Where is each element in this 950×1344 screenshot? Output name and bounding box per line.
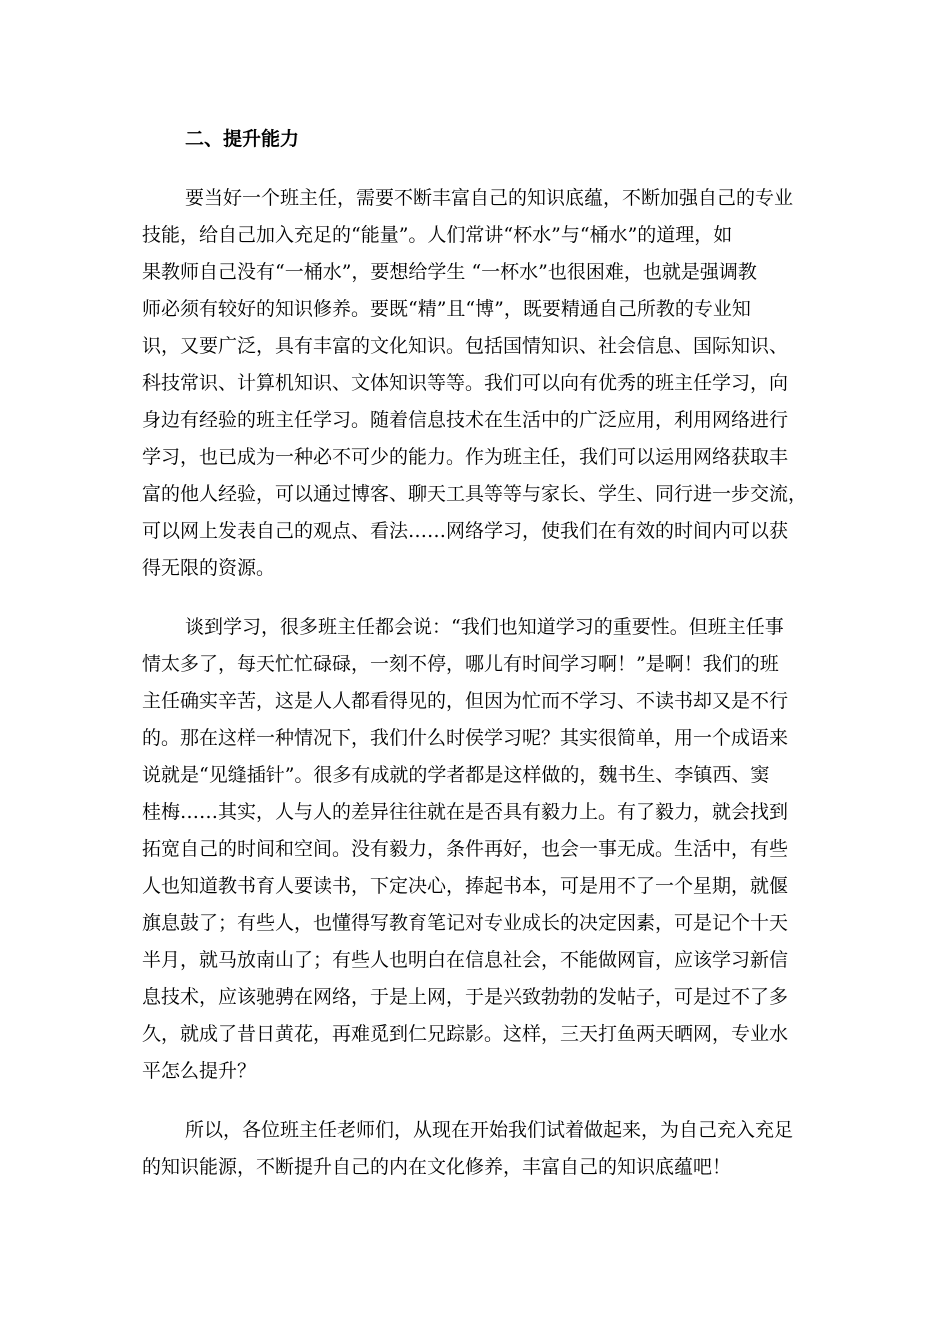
paragraph-line: 拓宽自己的时间和空间。没有毅力，条件再好，也会一事无成。生活中，有些 (142, 838, 789, 860)
paragraph-line: 富的他人经验，可以通过博客、聊天工具等等与家长、学生、同行进一步交流， (142, 483, 808, 505)
paragraph-line: 的知识能源，不断提升自己的内在文化修养，丰富自己的知识底蕴吧！ (142, 1156, 732, 1178)
paragraph-line: 学习，也已成为一种必不可少的能力。作为班主任，我们可以运用网络获取丰 (142, 446, 789, 468)
paragraph-line: 主任确实辛苦，这是人人都看得见的，但因为忙而不学习、不读书却又是不行 (142, 690, 789, 712)
paragraph-line: 平怎么提升？ (142, 1060, 257, 1082)
paragraph-line: 师必须有较好的知识修养。要既“精”且“博”，既要精通自己所教的专业知 (142, 298, 751, 320)
paragraph-line: 息技术，应该驰骋在网络，于是上网，于是兴致勃勃的发帖子，可是过不了多 (142, 986, 789, 1008)
paragraph-line: 人也知道教书育人要读书，下定决心，捧起书本，可是用不了一个星期，就偃 (142, 875, 789, 897)
paragraph-line: 情太多了，每天忙忙碌碌，一刻不停，哪儿有时间学习啊！”是啊！我们的班 (142, 653, 779, 675)
paragraph-line: 要当好一个班主任，需要不断丰富自己的知识底蕴，不断加强自己的专业 (185, 187, 794, 209)
paragraph-line: 所以，各位班主任老师们，从现在开始我们试着做起来，为自己充入充足 (185, 1119, 794, 1141)
paragraph-line: 谈到学习，很多班主任都会说：“我们也知道学习的重要性。但班主任事 (185, 616, 784, 638)
paragraph-line: 身边有经验的班主任学习。随着信息技术在生活中的广泛应用，利用网络进行 (142, 409, 789, 431)
paragraph-line: 果教师自己没有“一桶水”，要想给学生 “一杯水”也很困难，也就是强调教 (142, 261, 757, 283)
paragraph-line: 旗息鼓了；有些人，也懂得写教育笔记对专业成长的决定因素，可是记个十天 (142, 912, 789, 934)
paragraph-learning (142, 609, 812, 1090)
paragraph-line: 可以网上发表自己的观点、看法……网络学习，使我们在有效的时间内可以获 (142, 520, 789, 542)
paragraph-line: 久，就成了昔日黄花，再难觅到仁兄踪影。这样，三天打鱼两天晒网，专业水 (142, 1023, 789, 1045)
paragraph-line: 识，又要广泛，具有丰富的文化知识。包括国情知识、社会信息、国际知识、 (142, 335, 789, 357)
paragraph-ability (142, 180, 812, 587)
paragraph-line: 说就是“见缝插针”。很多有成就的学者都是这样做的，魏书生、李镇西、窦 (142, 764, 770, 786)
paragraph-line: 的。那在这样一种情况下，我们什么时侯学习呢？其实很简单，用一个成语来 (142, 727, 789, 749)
paragraph-line: 桂梅……其实，人与人的差异往往就在是否具有毅力上。有了毅力，就会找到 (142, 801, 789, 823)
paragraph-line: 得无限的资源。 (142, 557, 276, 579)
paragraph-line: 半月，就马放南山了；有些人也明白在信息社会，不能做网盲，应该学习新信 (142, 949, 789, 971)
paragraph-line: 技能，给自己加入充足的“能量”。人们常讲“杯水”与“桶水”的道理，如 (142, 224, 733, 246)
paragraph-conclusion (142, 1112, 812, 1186)
section-heading: 二、提升能力 (185, 128, 300, 150)
paragraph-line: 科技常识、计算机知识、文体知识等等。我们可以向有优秀的班主任学习，向 (142, 372, 789, 394)
